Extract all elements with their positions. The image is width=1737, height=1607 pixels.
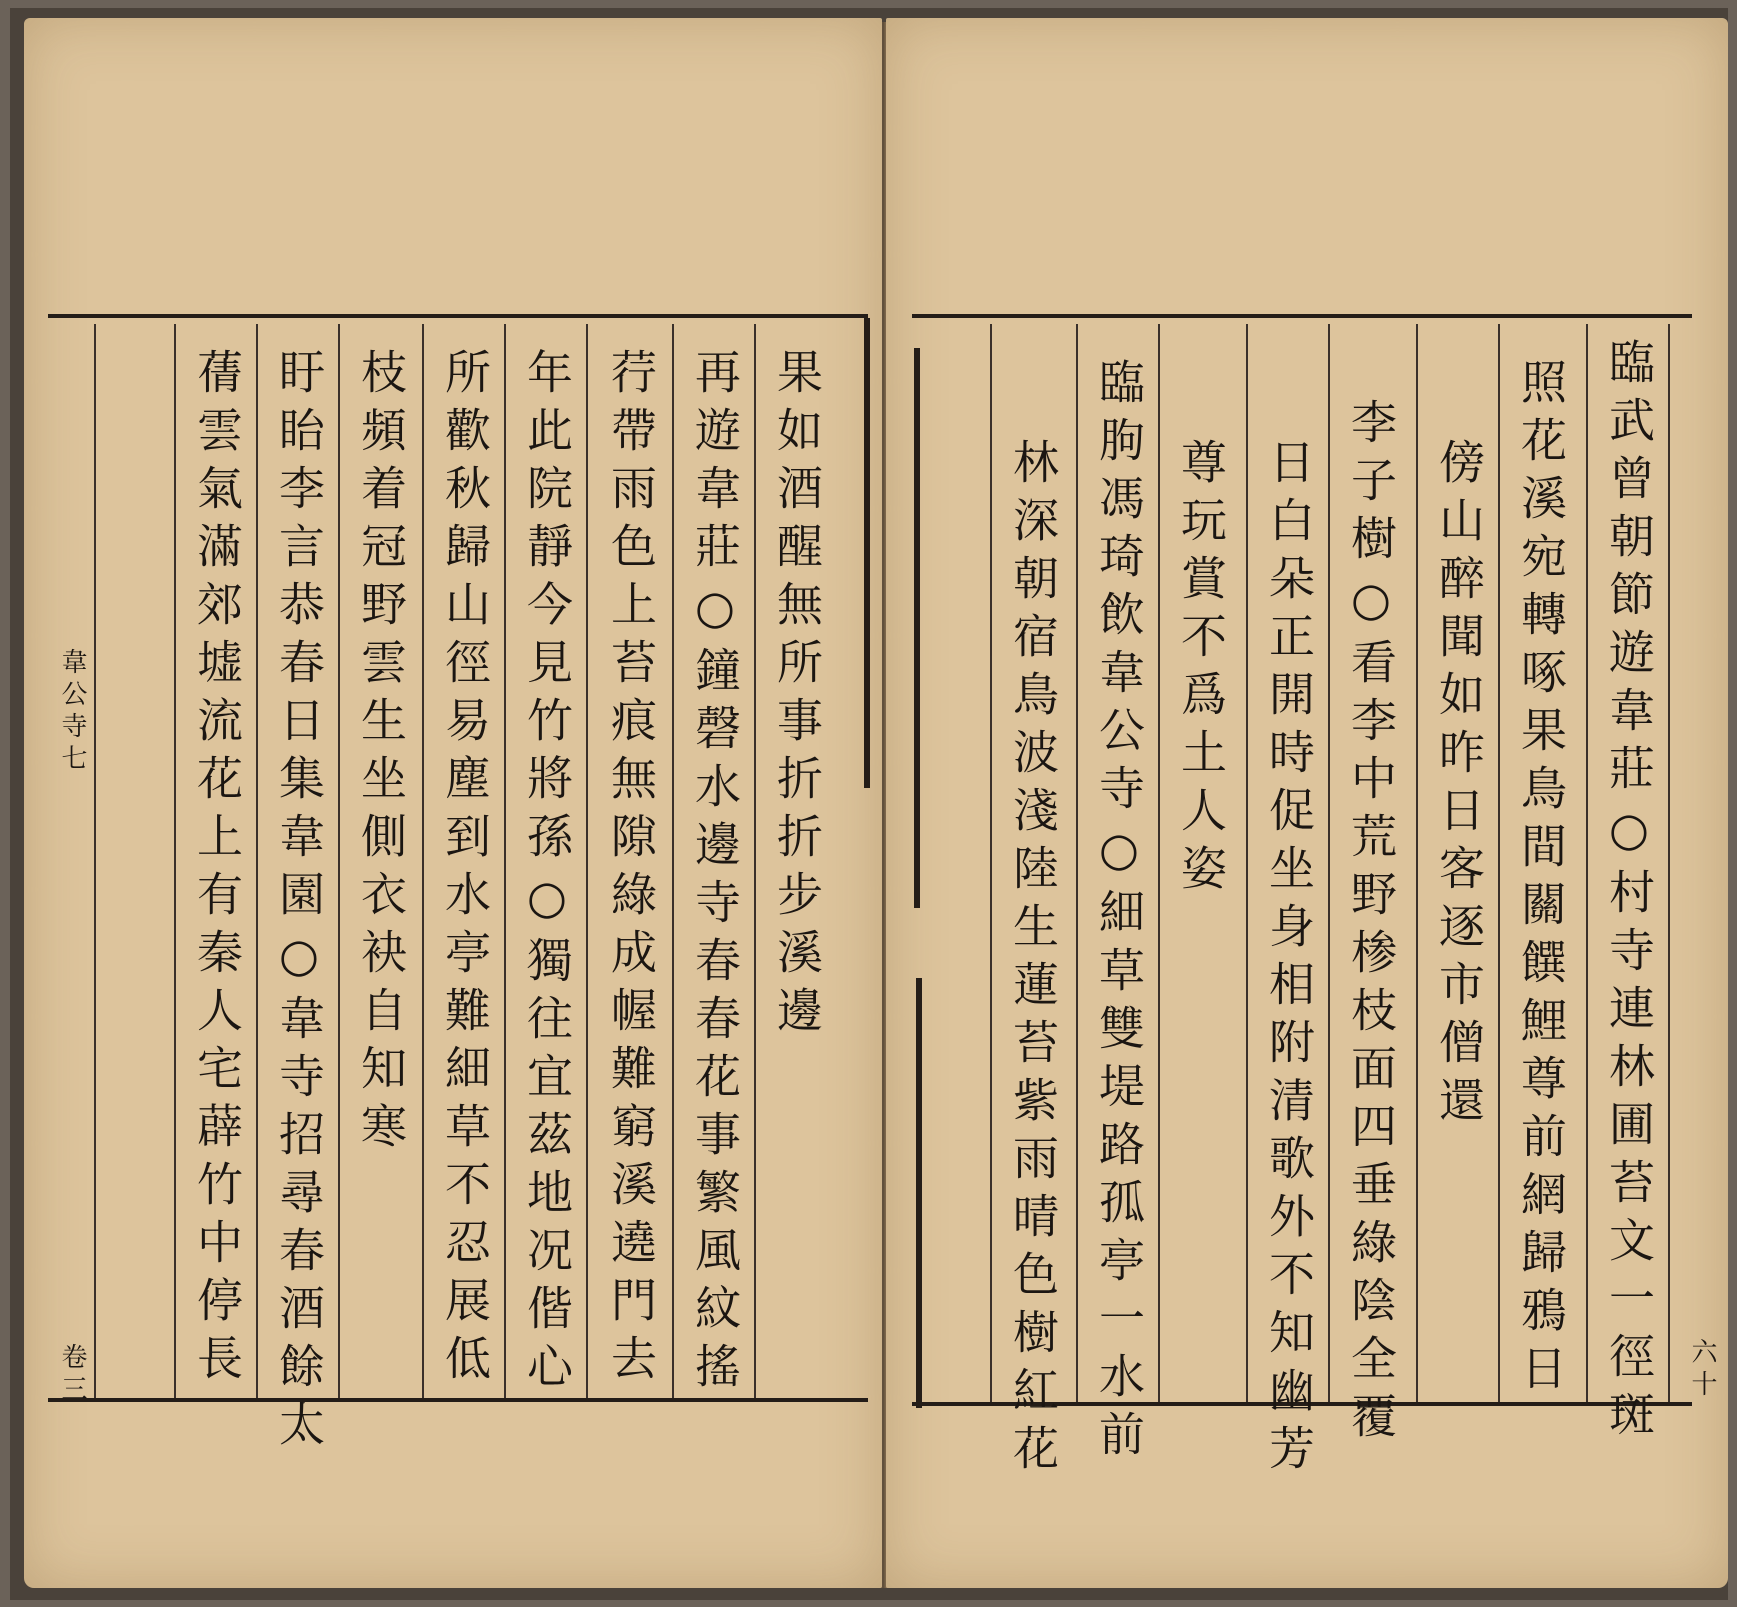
column-rule bbox=[1586, 324, 1588, 1402]
left-page bbox=[24, 18, 882, 1588]
column-rule bbox=[256, 324, 258, 1398]
column-rule bbox=[1246, 324, 1248, 1402]
column-rule bbox=[586, 324, 588, 1398]
text-column: 年此院靜今見竹將孫○獨往宜茲地况偕心 bbox=[520, 348, 574, 1400]
text-column: 臨朐馮琦飲韋公寺○細草雙堤路孤亭一水前 bbox=[1092, 358, 1146, 1468]
text-column: 林深朝宿鳥波淺陸生蓮苔紫雨晴色樹紅花 bbox=[1006, 438, 1060, 1482]
text-column: 照花溪宛轉啄果鳥間關饌鯉尊前網歸鴉日 bbox=[1514, 358, 1568, 1402]
column-rule bbox=[1076, 324, 1078, 1402]
text-column: 日白朵正開時促坐身相附清歌外不知幽芳 bbox=[1262, 438, 1316, 1482]
text-column: 臨武曾朝節遊韋莊○村寺連林圃苔文一徑斑 bbox=[1602, 338, 1656, 1448]
text-column: 蒨雲氣滿郊墟流花上有秦人宅薜竹中停長 bbox=[190, 348, 244, 1392]
column-rule bbox=[754, 324, 756, 1398]
margin-page-number: 六十 bbox=[1687, 1338, 1717, 1402]
column-rule bbox=[504, 324, 506, 1398]
column-rule bbox=[1416, 324, 1418, 1402]
column-rule bbox=[1498, 324, 1500, 1402]
text-column: 果如酒醒無所事折折步溪邊 bbox=[770, 348, 824, 1044]
top-border bbox=[48, 314, 868, 318]
text-column: 李子樹○看李中荒野椮枝面四垂綠陰全覆 bbox=[1344, 398, 1398, 1450]
text-column: 傍山醉聞如昨日客逐市僧還 bbox=[1432, 438, 1486, 1134]
left-edge-upper bbox=[914, 348, 920, 908]
text-column: 枝頻着冠野雲生坐側衣袂自知寒 bbox=[354, 348, 408, 1160]
column-rule bbox=[94, 324, 96, 1398]
column-rule bbox=[1158, 324, 1160, 1402]
text-column: 尊玩賞不爲土人姿 bbox=[1174, 438, 1228, 902]
top-border bbox=[912, 314, 1692, 318]
column-rule bbox=[338, 324, 340, 1398]
book-spread bbox=[10, 8, 1728, 1600]
text-column: 盱眙李言恭春日集韋園○韋寺招尋春酒餘太 bbox=[272, 348, 326, 1458]
column-rule bbox=[990, 324, 992, 1402]
right-edge bbox=[864, 318, 870, 788]
column-rule bbox=[672, 324, 674, 1398]
text-column: 所歡秋歸山徑易塵到水亭難細草不忍展低 bbox=[438, 348, 492, 1392]
margin-title: 韋公寺七 bbox=[57, 648, 87, 776]
column-rule bbox=[1328, 324, 1330, 1402]
right-page bbox=[886, 18, 1728, 1588]
left-edge-lower bbox=[916, 978, 922, 1408]
margin-volume: 卷三 bbox=[57, 1343, 87, 1407]
text-column: 再遊韋莊○鐘磬水邊寺春春花事繁風紋搖 bbox=[688, 348, 742, 1400]
text-column: 荇帶雨色上苔痕無隙綠成幄難窮溪遶門去 bbox=[604, 348, 658, 1392]
column-rule bbox=[1668, 324, 1670, 1402]
column-rule bbox=[422, 324, 424, 1398]
column-rule bbox=[174, 324, 176, 1398]
